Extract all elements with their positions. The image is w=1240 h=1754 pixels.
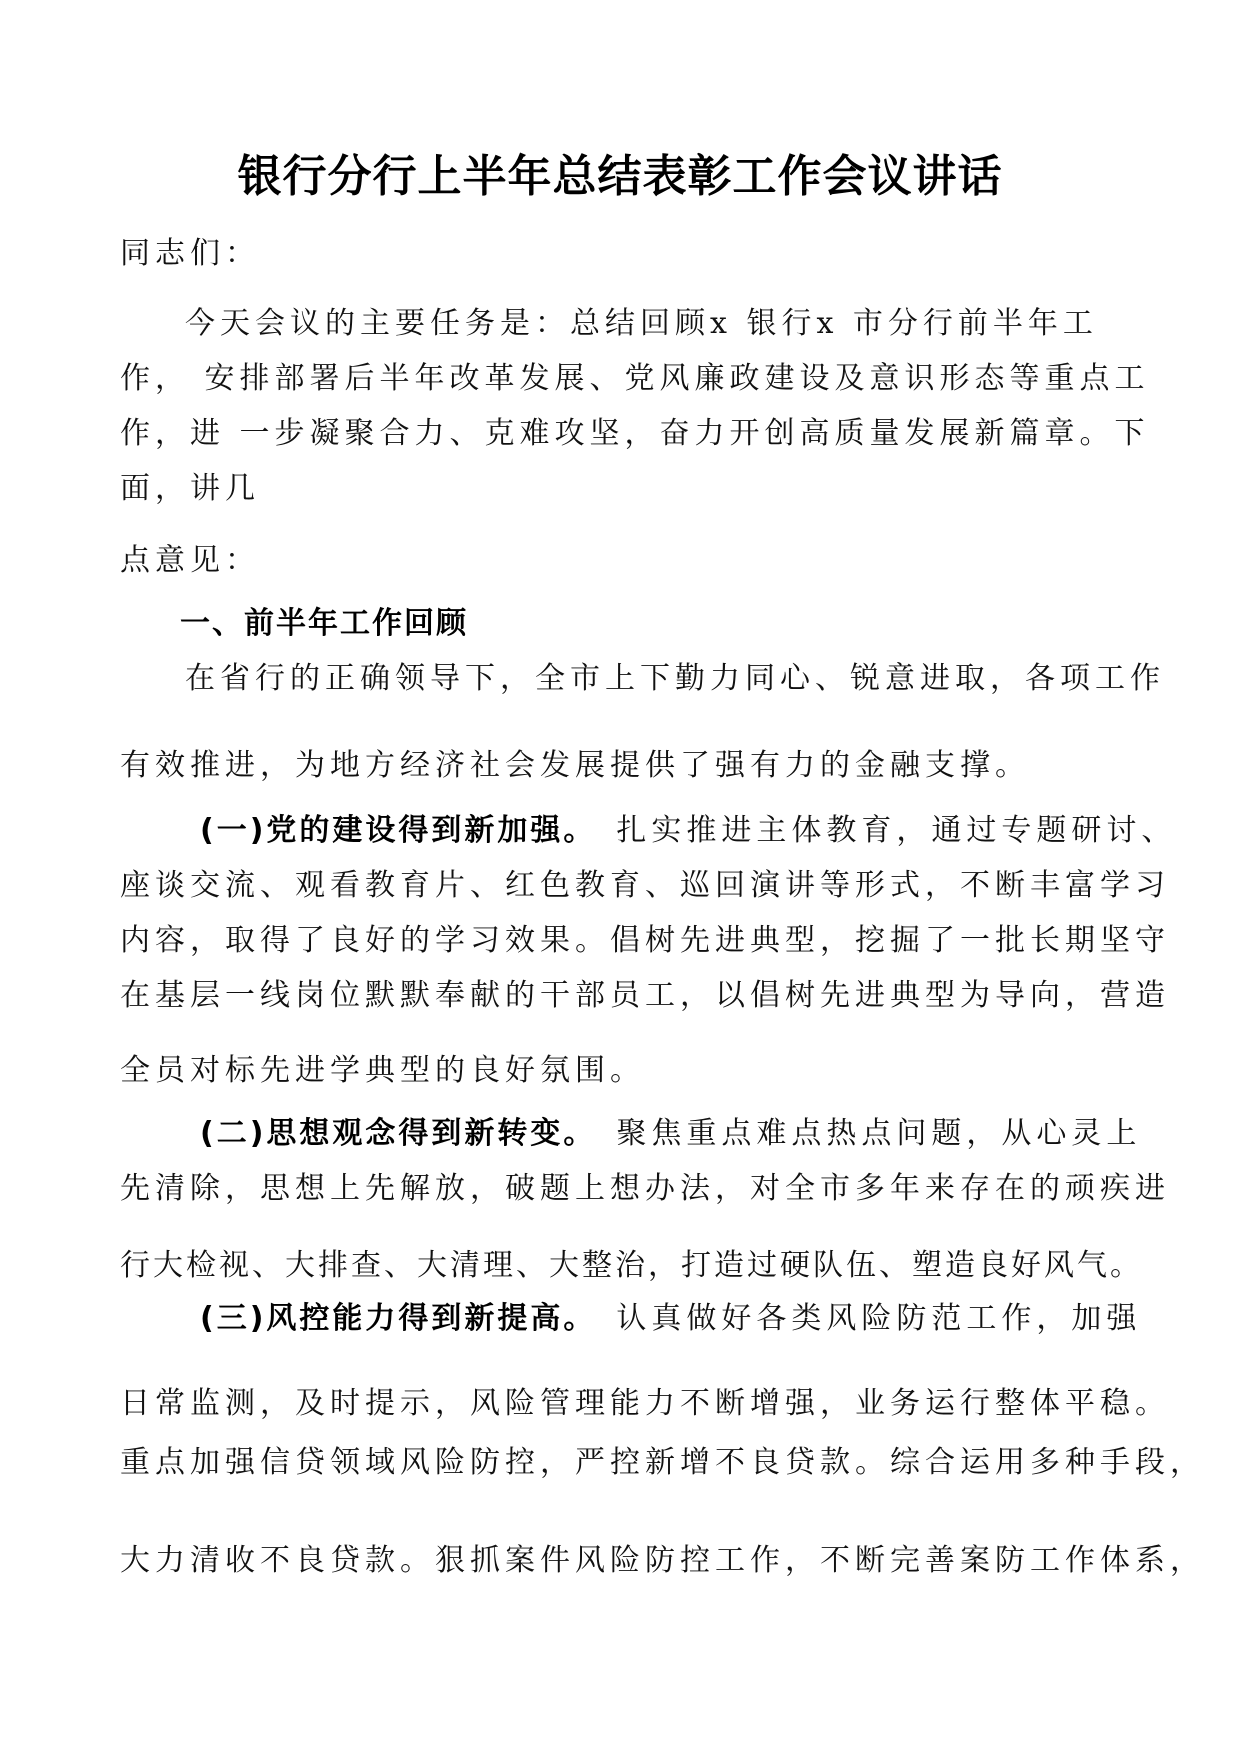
intro-line-4: 面，讲几 xyxy=(120,471,260,506)
sub2-line-3: 行大检视、大排查、大清理、大整治，打造过硬队伍、塑造良好风气。 xyxy=(120,1248,1143,1283)
salutation: 同志们： xyxy=(120,236,260,271)
sub1-line-2: 座谈交流、观看教育片、红色教育、巡回演讲等形式，不断丰富学习 xyxy=(120,868,1170,903)
sub3-heading: (三)风控能力得到新提高。 xyxy=(200,1301,597,1336)
sub2-heading: (二)思想观念得到新转变。 xyxy=(200,1116,597,1151)
sub3-line-2: 日常监测，及时提示，风险管理能力不断增强，业务运行整体平稳。 xyxy=(120,1386,1170,1421)
intro-line-3: 作，进 一步凝聚合力、克难攻坚，奋力开创高质量发展新篇章。下 xyxy=(120,416,1150,451)
sub3-first-line xyxy=(200,1293,1141,1337)
sub3-first-line-text: 认真做好各类风险防范工作，加强 xyxy=(616,1301,1142,1336)
document-title: 银行分行上半年总结表彰工作会议讲话 xyxy=(237,151,1003,202)
sub1-first-line xyxy=(200,805,1176,849)
intro-line-1: 今天会议的主要任务是：总结回顾x 银行x 市分行前半年工 xyxy=(185,306,1098,341)
sub2-first-line-text: 聚焦重点难点热点问题，从心灵上 xyxy=(616,1116,1142,1151)
sub2-first-line xyxy=(200,1108,1141,1152)
sub1-line-5: 全员对标先进学典型的良好氛围。 xyxy=(120,1053,645,1088)
sub1-first-line-text: 扎实推进主体教育，通过专题研讨、 xyxy=(616,813,1177,848)
intro-line-2: 作， 安排部署后半年改革发展、党风廉政建设及意识形态等重点工 xyxy=(120,361,1150,396)
sub2-line-2: 先清除，思想上先解放，破题上想办法，对全市多年来存在的顽疾进 xyxy=(120,1171,1170,1206)
section-heading: 一、前半年工作回顾 xyxy=(180,606,468,641)
intro-line-5: 点意见： xyxy=(120,543,260,578)
sub1-line-4: 在基层一线岗位默默奉献的干部员工，以倡树先进典型为导向，营造 xyxy=(120,978,1170,1013)
section1-line-1: 在省行的正确领导下，全市上下勤力同心、锐意进取，各项工作 xyxy=(185,661,1165,696)
sub1-line-3: 内容，取得了良好的学习效果。倡树先进典型，挖掘了一批长期坚守 xyxy=(120,923,1170,958)
sub1-heading: (一)党的建设得到新加强。 xyxy=(200,813,597,848)
section1-line-2: 有效推进，为地方经济社会发展提供了强有力的金融支撑。 xyxy=(120,748,1030,783)
sub3-line-3: 重点加强信贷领域风险防控，严控新增不良贷款。综合运用多种手段， xyxy=(120,1445,1205,1480)
sub3-line-4: 大力清收不良贷款。狠抓案件风险防控工作，不断完善案防工作体系， xyxy=(120,1543,1205,1578)
